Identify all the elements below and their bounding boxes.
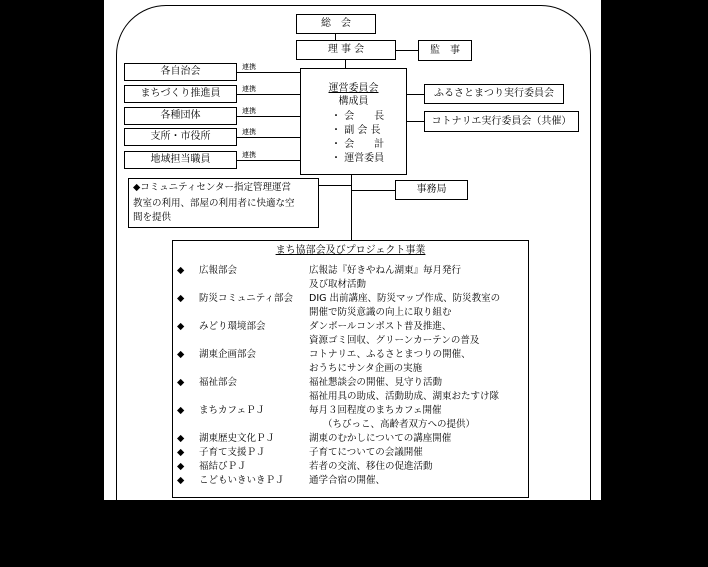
link-label: 連携 xyxy=(242,107,256,115)
diamond-icon: ◆ xyxy=(177,447,185,458)
link-line xyxy=(237,137,300,138)
partner-box: 各自治会 xyxy=(124,63,237,81)
partner-box: 地域担当職員 xyxy=(124,151,237,169)
connector-line xyxy=(345,60,346,68)
link-line xyxy=(237,94,300,95)
board-box xyxy=(296,40,396,60)
connector-line xyxy=(319,185,351,186)
secretariat-box: 事務局 xyxy=(395,180,468,200)
org-chart-canvas xyxy=(104,0,601,500)
connector-line xyxy=(351,190,395,191)
general-meeting-box xyxy=(296,14,376,34)
operating-committee-title: 運営委員会 xyxy=(328,83,379,94)
members-heading: 構成員 xyxy=(338,96,369,107)
community-center-box xyxy=(128,178,319,228)
auditor-label: 監 事 xyxy=(430,44,460,56)
member-item: ・ 会 長 xyxy=(331,111,385,122)
diamond-icon: ◆ xyxy=(177,405,185,416)
diamond-icon: ◆ xyxy=(177,433,185,444)
link-label: 連携 xyxy=(242,151,256,159)
member-item: ・ 副 会 長 xyxy=(331,125,381,136)
connector-line xyxy=(407,94,424,95)
link-label: 連携 xyxy=(242,63,256,71)
operating-committee-box xyxy=(300,68,407,175)
committee-box: ふるさとまつり実行委員会 xyxy=(424,84,564,104)
diamond-icon: ◆ xyxy=(177,475,185,486)
connector-line xyxy=(407,121,424,122)
diamond-icon: ◆ xyxy=(177,377,185,388)
general-meeting-label: 総 会 xyxy=(321,18,351,29)
diamond-icon: ◆ xyxy=(177,461,185,472)
auditor-box xyxy=(418,40,472,61)
partner-box: 支所・市役所 xyxy=(124,128,237,146)
link-line xyxy=(237,160,300,161)
link-label: 連携 xyxy=(242,128,256,136)
link-line xyxy=(237,72,300,73)
community-center-desc: 教室の利用、部屋の利用者に快適な空 xyxy=(133,198,295,209)
connector-line xyxy=(396,50,418,51)
link-line xyxy=(237,116,300,117)
trunk-line xyxy=(351,175,352,240)
diamond-icon: ◆ xyxy=(177,349,185,360)
diamond-icon: ◆ xyxy=(177,321,185,332)
partner-box: まちづくり推進員 xyxy=(124,85,237,103)
member-item: ・ 運営委員 xyxy=(331,153,385,164)
board-label: 理 事 会 xyxy=(327,44,365,55)
community-center-desc: 間を提供 xyxy=(133,212,172,223)
community-center-title: ◆コミュニティセンター指定管理運営 xyxy=(133,182,291,193)
diamond-icon: ◆ xyxy=(177,293,185,304)
departments-box: まち協部会及びプロジェクト事業 ◆ 広報部会 広報誌『好きやねん湖東』毎月発行 及び取材活動 ◆ 防災コミュニティ部会 DIG 出前講座、防災マップ作成、防災教室の 開催で防災意識の向上に取り組む ◆ みどり環境部会 ダンボールコンポスト普及推進、 資源ゴミ回収、グリーンカーテンの普及 ◆ 湖東企画部会 コトナリエ、ふるさとまつりの開催、 おうちにサンタ企画の実施 ◆ 福祉部会 福祉懇談会の開催、見守り活動 福祉用具の助成、活動助成、湖東おたすけ隊 ◆ まちカフェＰＪ 毎月３回程度のまちカフェ開催 （ちびっこ、高齢者双方への提供） ◆ 湖東歴史文化ＰＪ 湖東のむかしについての講座開催 ◆ 子育て支援ＰＪ 子育てについての会議開催 ◆ 福結びＰＪ 若者の交流、移住の促進活動 ◆ こどもいきいきＰＪ 通学合宿の開催、 xyxy=(172,240,529,498)
member-item: ・ 会 計 xyxy=(331,139,385,150)
link-label: 連携 xyxy=(242,85,256,93)
departments-heading: まち協部会及びプロジェクト事業 xyxy=(275,245,426,256)
partner-box: 各種団体 xyxy=(124,107,237,125)
committee-box: コトナリエ実行委員会（共催） xyxy=(424,111,579,132)
diamond-icon: ◆ xyxy=(177,265,185,276)
